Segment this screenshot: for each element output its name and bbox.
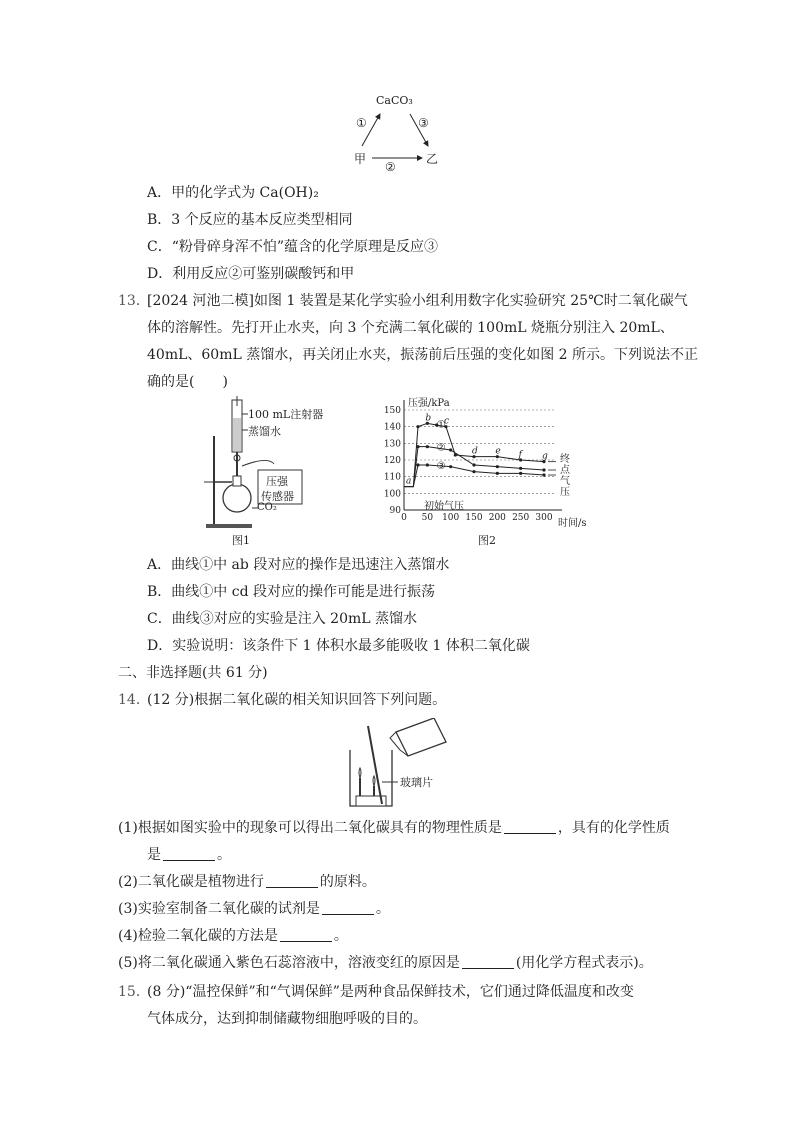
q13-stem-line-1: [2024 河池二模]如图 1 装置是某化学实验小组利用数字化实验研究 25℃时二氧化碳气: [147, 293, 688, 309]
data-point: [426, 445, 429, 448]
q13-stem-line-2: 体的溶解性。先打开止水夹，向 3 个充满二氧化碳的 100mL 烧瓶分别注入 20mL、: [147, 320, 674, 336]
y-tick-label: 90: [389, 506, 401, 516]
x-tick-label: 250: [512, 513, 530, 523]
q14-part-2-text-a: (2)二氧化碳是植物进行: [118, 874, 264, 890]
y-tick-label: 130: [383, 439, 401, 450]
q14-figure: [336, 718, 476, 810]
q14-stem: (12 分)根据二氧化碳的相关知识回答下列问题。: [147, 692, 447, 708]
cycle-right-label: 乙: [426, 152, 439, 166]
q13-option-b: B．曲线①中 cd 段对应的操作可能是进行振荡: [147, 584, 435, 600]
q14-part-2: [118, 872, 376, 892]
q12-option-c: C．“粉骨碎身浑不怕”蕴含的化学原理是反应③: [147, 239, 439, 255]
data-point: [496, 472, 499, 475]
q12-option-a: A．甲的化学式为 Ca(OH)₂: [147, 185, 319, 201]
data-point: [472, 470, 475, 473]
q13-stem-line-3: 40mL、60mL 蒸馏水，再关闭止水夹，振荡前后压强的变化如图 2 所示。下列说法不正: [147, 347, 699, 363]
q14-part-1-text-a: (1)根据如图实验中的现象可以得出二氧化碳具有的物理性质是: [118, 820, 502, 836]
q14-part-4-text: (4)检验二氧化碳的方法是: [118, 928, 278, 944]
q14-period-1: 。: [217, 847, 231, 863]
data-point: [449, 465, 452, 468]
q12-option-b: B．3 个反应的基本反应类型相同: [147, 212, 353, 228]
q14-part-1-line-1: [118, 818, 670, 838]
cycle-reaction-2: ②: [385, 160, 396, 174]
cycle-reaction-1: ①: [356, 116, 367, 130]
series-label-2: ②: [436, 442, 446, 454]
reaction-cycle-diagram: [340, 88, 460, 178]
data-point: [519, 472, 522, 475]
cycle-left-label: 甲: [354, 152, 367, 166]
cycle-reaction-3: ③: [418, 116, 429, 130]
x-tick-label: 100: [442, 513, 460, 523]
endpoint-pressure-label: 终点气压: [560, 454, 570, 498]
q15-number: 15．: [118, 984, 150, 1000]
sensor-label-2: 传感器: [261, 490, 294, 503]
point-label-e: e: [495, 446, 501, 457]
series-label-3: ③: [436, 461, 446, 472]
y-tick-label: 110: [383, 472, 401, 483]
chart-x-label: 时间/s: [558, 518, 587, 529]
q14-part-1-line-2: [147, 845, 231, 865]
cycle-top-label: CaCO₃: [376, 94, 413, 107]
q14-blank-5[interactable]: [280, 927, 332, 942]
q15-stem-line-2: 气体成分，达到抑制储藏物细胞呼吸的目的。: [147, 1011, 427, 1027]
data-point: [542, 473, 545, 476]
y-tick-label: 120: [383, 456, 401, 466]
q14-part-1-text-b: ，具有的化学性质: [557, 820, 670, 836]
q14-blank-6[interactable]: [462, 954, 514, 969]
data-point: [519, 467, 522, 470]
figure-2-caption: 图2: [478, 534, 496, 547]
syringe-label: 100 mL注射器: [248, 408, 324, 421]
q13-number: 13．: [118, 293, 150, 309]
q14-blank-1[interactable]: [504, 819, 556, 834]
point-label-g: g: [542, 451, 548, 462]
data-point: [542, 468, 545, 471]
figure-1-caption: 图1: [232, 534, 250, 547]
y-tick-label: 140: [383, 422, 401, 433]
q14-part-3-text: (3)实验室制备二氧化碳的试剂是: [118, 901, 320, 917]
beaker-pouring-drawing: [336, 718, 476, 810]
q15-stem-line-1: (8 分)“温控保鲜”和“气调保鲜”是两种食品保鲜技术，它们通过降低温度和改变: [147, 984, 634, 1000]
q14-part-5-text-a: (5)将二氧化碳通入紫色石蕊溶液中，溶液变红的原因是: [118, 955, 460, 971]
q13-option-d: D．实验说明：该条件下 1 体积水最多能吸收 1 体积二氧化碳: [147, 638, 530, 654]
co2-label: CO₂: [257, 502, 277, 513]
glass-plate-label: 玻璃片: [400, 776, 433, 789]
data-point: [472, 463, 475, 466]
q14-blank-2[interactable]: [163, 846, 215, 861]
q13-figure-2: [378, 396, 598, 546]
q14-number: 14．: [118, 692, 150, 708]
q13-figure-1: [198, 396, 338, 546]
q13-option-c: C．曲线③对应的实验是注入 20mL 蒸馏水: [147, 611, 417, 627]
y-tick-label: 150: [383, 406, 401, 416]
point-label-d: d: [472, 446, 478, 457]
x-tick-label: 150: [465, 513, 483, 523]
q14-blank-3[interactable]: [266, 873, 318, 888]
q14-part-3: [118, 899, 390, 919]
q12-option-d: D．利用反应②可鉴别碳酸钙和甲: [147, 266, 355, 282]
q13-stem-line-4: 确的是( ): [147, 374, 228, 390]
sensor-label-1: 压强: [266, 475, 288, 488]
y-tick-label: 100: [383, 489, 401, 500]
q13-option-a: A．曲线①中 ab 段对应的操作是迅速注入蒸馏水: [147, 557, 450, 573]
data-point: [496, 465, 499, 468]
q14-part-5-text-b: (用化学方程式表示)。: [515, 955, 653, 971]
data-point: [426, 463, 429, 466]
x-tick-label: 0: [401, 513, 407, 523]
q14-period-3: 。: [375, 901, 390, 917]
section-2-heading: 二、非选择题(共 61 分): [118, 665, 268, 681]
q14-part-2-text-b: 的原料。: [319, 874, 376, 890]
point-label-a: a: [406, 476, 412, 487]
data-point: [416, 463, 419, 466]
point-label-b: b: [425, 413, 432, 424]
q14-part-4: [118, 926, 348, 946]
q14-blank-4[interactable]: [322, 900, 374, 915]
x-tick-label: 200: [488, 513, 506, 523]
q14-period-4: 。: [333, 928, 348, 944]
chart-y-label: 压强/kPa: [408, 398, 450, 409]
data-point: [416, 445, 419, 448]
cycle-arrows: [340, 88, 460, 178]
point-label-f: f: [518, 450, 523, 460]
q14-part-5: [118, 953, 653, 973]
x-tick-label: 50: [421, 513, 434, 523]
x-tick-label: 300: [535, 513, 553, 523]
series-label-1: ①: [436, 419, 446, 431]
water-label: 蒸馏水: [248, 425, 281, 438]
data-point: [416, 425, 419, 428]
q14-part-1-text-c: 是: [147, 847, 161, 863]
data-point: [449, 448, 452, 451]
initial-pressure-label: 初始气压: [424, 501, 464, 512]
point-label-c: c: [444, 416, 450, 427]
